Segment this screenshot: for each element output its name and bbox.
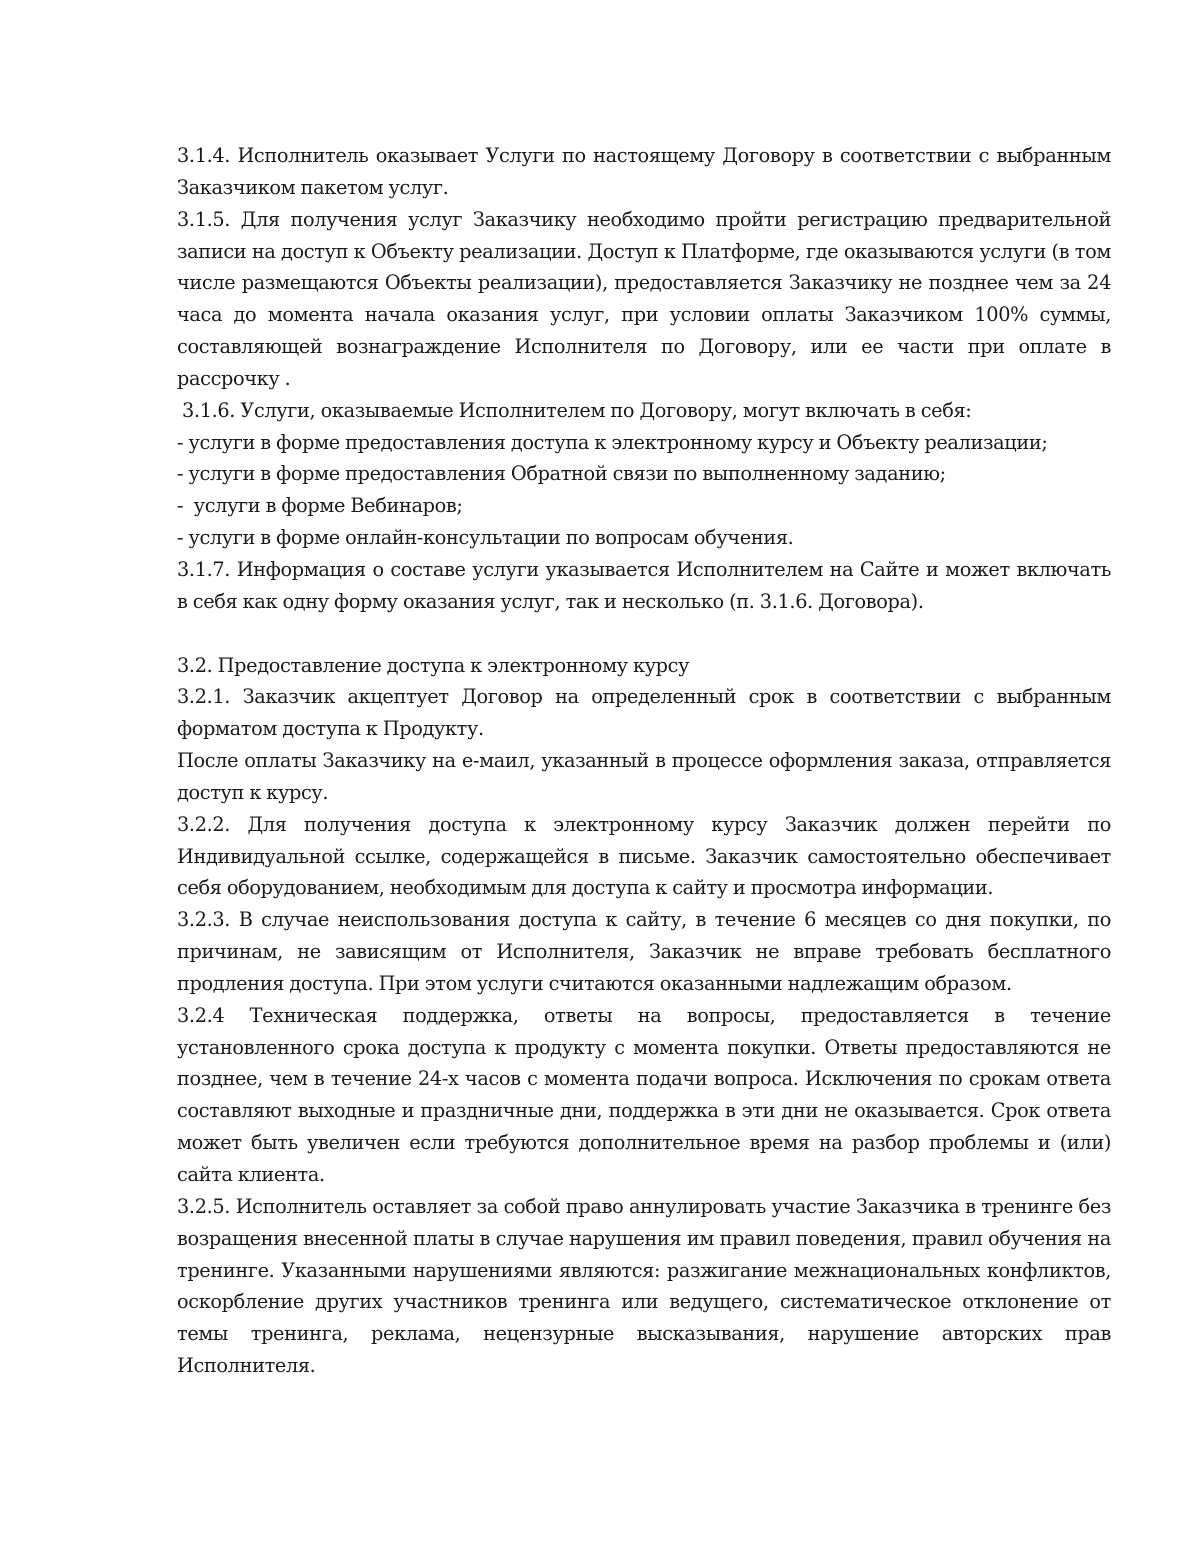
list-item: - услуги в форме Вебинаров; — [177, 494, 463, 518]
clause-3-1-4: 3.1.4. Исполнитель оказывает Услуги по настоящему Договору в соответствии с выбранным Заказчиком пакетом услуг. — [177, 144, 1111, 199]
clause-3-2-4: 3.2.4 Техническая поддержка, ответы на вопросы, предоставляется в течение установленного срока доступа к продукту с момента покупки. Ответы предоставляются не позднее, чем в течение 24-х часов с момента подачи вопроса. Исключения по срокам ответа составляют выходные и праздничные дни, поддержка в эти дни не оказывается. Срок ответа может быть увеличен если требуются дополнительное время на разбор проблемы и (или) сайта клиента. — [177, 1003, 1111, 1186]
clause-3-2-1-continuation: После оплаты Заказчику на е-маил, указанный в процессе оформления заказа, отправляется доступ к курсу. — [177, 749, 1111, 804]
document-page — [177, 140, 1111, 1382]
clause-3-2-5: 3.2.5. Исполнитель оставляет за собой право аннулировать участие Заказчика в тренинге без возращения внесенной платы в случае нарушения им правил поведения, правил обучения на тренинге. Указанными нарушениями являются: разжигание межнациональных конфликтов, оскорбление других участников тренинга или ведущего, систематическое отклонение от темы тренинга, реклама, нецензурные высказывания, нарушение авторских прав Исполнителя. — [177, 1194, 1111, 1378]
list-item: - услуги в форме предоставления доступа к электронному курсу и Объекту реализации; — [177, 430, 1048, 454]
clause-3-1-5: 3.1.5. Для получения услуг Заказчику необходимо пройти регистрацию предварительной записи на доступ к Объекту реализации. Доступ к Платформе, где оказываются услуги (в том числе размещаются Объекты реализации), предоставляется Заказчику не позднее чем за 24 часа до момента начала оказания услуг, при условии оплаты Заказчиком 100% суммы, составляющей вознаграждение Исполнителя по Договору, или ее части при оплате в рассрочку . — [177, 207, 1111, 390]
clause-3-1-6: 3.1.6. Услуги, оказываемые Исполнителем по Договору, могут включать в себя: — [182, 398, 972, 422]
section-heading-3-2: 3.2. Предоставление доступа к электронному курсу — [177, 653, 690, 677]
list-item: - услуги в форме предоставления Обратной связи по выполненному заданию; — [177, 462, 946, 486]
clause-3-1-7: 3.1.7. Информация о составе услуги указывается Исполнителем на Сайте и может включать в себя как одну форму оказания услуг, так и несколько (п. 3.1.6. Договора). — [177, 557, 1111, 613]
clause-3-2-1: 3.2.1. Заказчик акцептует Договор на определенный срок в соответствии с выбранным форматом доступа к Продукту. — [177, 685, 1111, 741]
list-item: - услуги в форме онлайн-консультации по вопросам обучения. — [177, 526, 794, 550]
services-list — [177, 427, 1111, 554]
clause-3-2-3: 3.2.3. В случае неиспользования доступа к сайту, в течение 6 месяцев со дня покупки, по причинам, не зависящим от Исполнителя, Заказчик не вправе требовать бесплатного продления доступа. При этом услуги считаются оказанными надлежащим образом. — [177, 908, 1111, 995]
clause-3-2-2: 3.2.2. Для получения доступа к электронному курсу Заказчик должен перейти по Индивидуальной ссылке, содержащейся в письме. Заказчик самостоятельно обеспечивает себя оборудованием, необходимым для доступа к сайту и просмотра информации. — [177, 812, 1111, 900]
blank-line — [177, 618, 1111, 650]
